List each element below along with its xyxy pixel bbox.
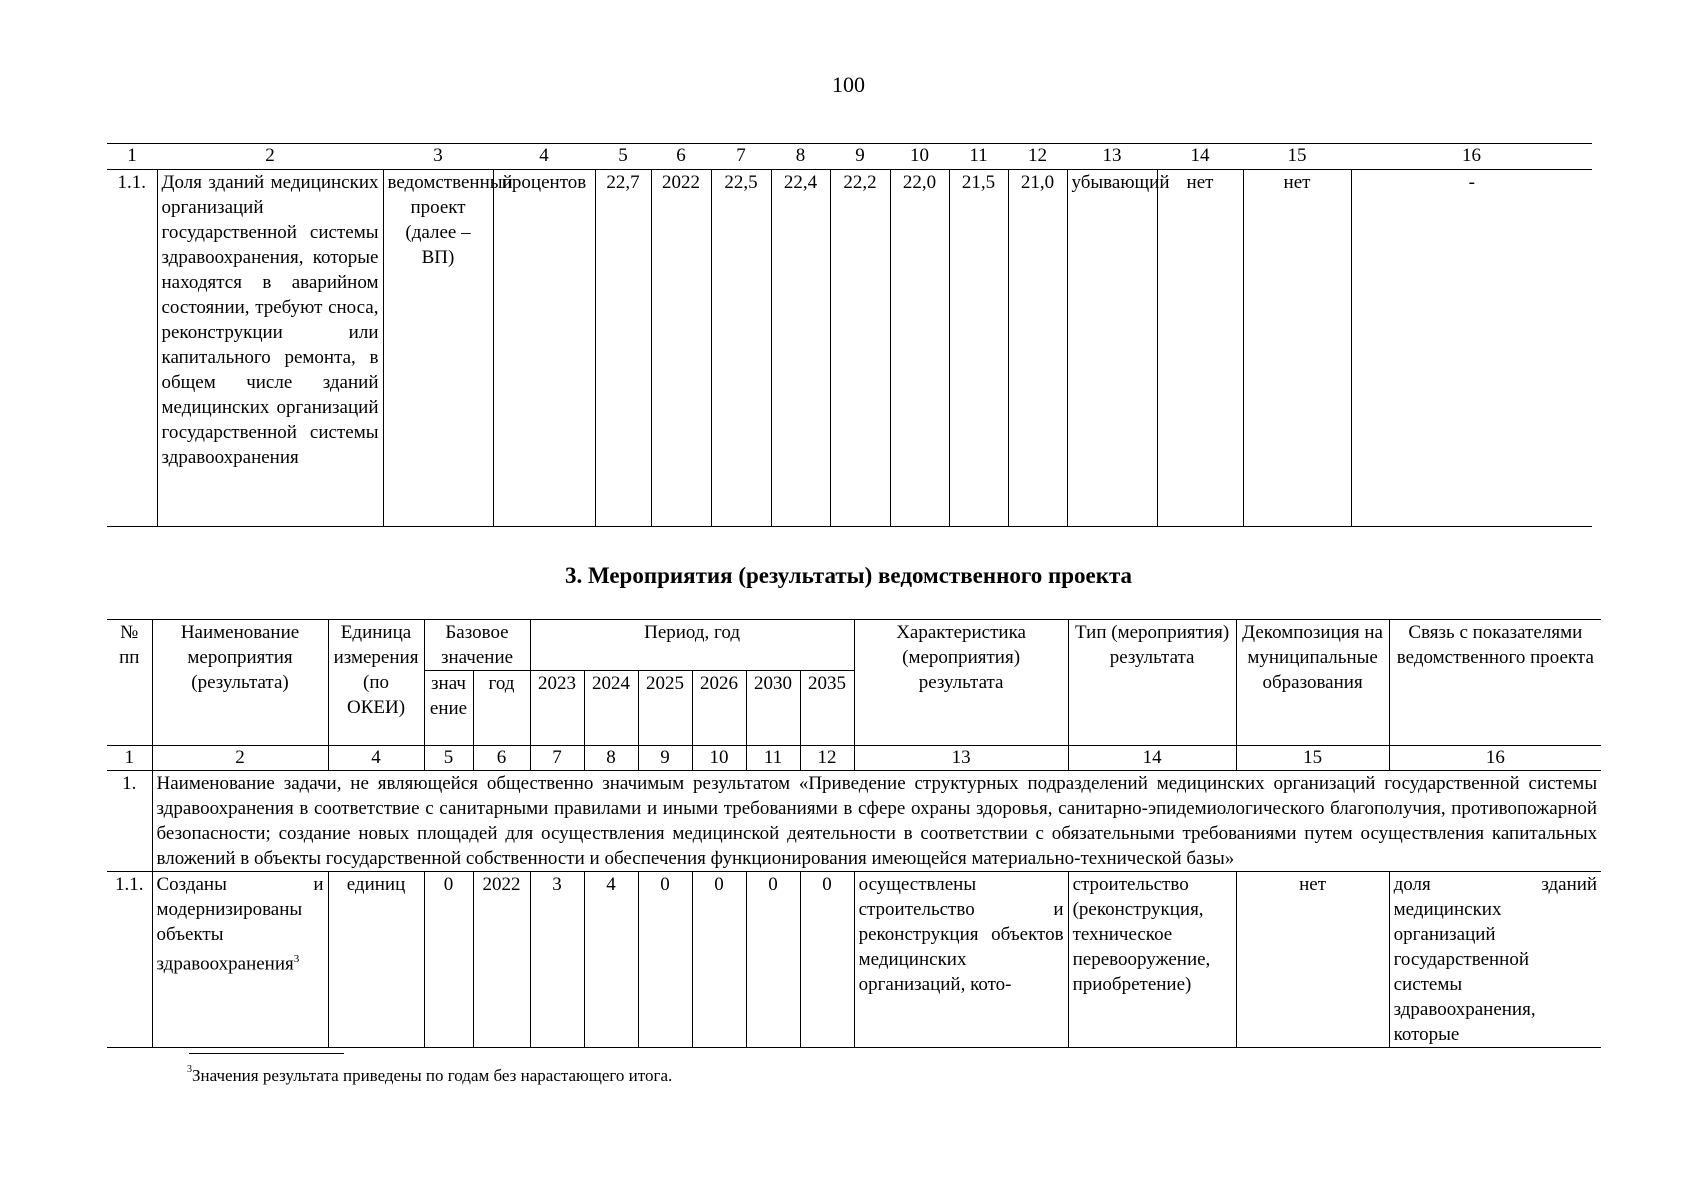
col-number: 2 xyxy=(157,144,383,170)
head-name: Наименование мероприятия (результата) xyxy=(152,620,328,746)
indicator-unit: процентов xyxy=(493,170,595,527)
footnote xyxy=(187,1066,672,1086)
col-number: 10 xyxy=(692,746,746,771)
col-number: 9 xyxy=(638,746,692,771)
col-number: 16 xyxy=(1389,746,1601,771)
value-2026: 22,0 xyxy=(890,170,949,527)
value-2025: 22,2 xyxy=(830,170,890,527)
result-value-2024: 4 xyxy=(584,872,638,1048)
col-number: 8 xyxy=(771,144,830,170)
head-base-value: значение xyxy=(424,671,473,746)
col-number: 1 xyxy=(107,144,157,170)
result-name xyxy=(152,872,328,1048)
col-number: 12 xyxy=(1008,144,1067,170)
col-number: 14 xyxy=(1068,746,1236,771)
head-year: 2025 xyxy=(638,671,692,746)
head-type: Тип (мероприятия) результата xyxy=(1068,620,1236,746)
result-value-2025: 0 xyxy=(638,872,692,1048)
table-row xyxy=(107,170,1592,527)
head-year: 2023 xyxy=(530,671,584,746)
table-row xyxy=(107,872,1601,1048)
col-number: 1 xyxy=(107,746,152,771)
footnote-marker[interactable]: 3 xyxy=(293,953,300,965)
head-base-year: год xyxy=(473,671,530,746)
row-number xyxy=(107,872,152,1048)
head-number: № пп xyxy=(107,620,152,746)
col-number: 3 xyxy=(383,144,493,170)
head-year: 2030 xyxy=(746,671,800,746)
cell-15: нет xyxy=(1243,170,1351,527)
col-number: 15 xyxy=(1243,144,1351,170)
head-period: Период, год xyxy=(530,620,854,671)
col-number: 9 xyxy=(830,144,890,170)
col-number: 11 xyxy=(746,746,800,771)
result-value-2023: 3 xyxy=(530,872,584,1048)
head-unit: Единица измерения (по ОКЕИ) xyxy=(328,620,424,746)
head-characteristic: Характеристика (мероприятия) результата xyxy=(854,620,1068,746)
page-number: 100 xyxy=(832,72,865,97)
indicator-name: Доля зданий медицинских организаций государственной системы здравоохранения, которые находятся в аварийном состоянии, требуют сноса, реконструкции или капитального ремонта, в общем числе зданий медицинских организаций государственной системы здравоохранения xyxy=(157,170,383,527)
indicator-level: ведомственный проект (далее – ВП) xyxy=(383,170,493,527)
col-number: 4 xyxy=(493,144,595,170)
value-2023: 22,5 xyxy=(711,170,771,527)
col-number: 7 xyxy=(530,746,584,771)
value-2035: 21,0 xyxy=(1008,170,1067,527)
head-base: Базовое значение xyxy=(424,620,530,671)
result-value-2035: 0 xyxy=(800,872,854,1048)
table1-header-row xyxy=(107,144,1592,170)
col-number: 7 xyxy=(711,144,771,170)
col-number: 5 xyxy=(424,746,473,771)
result-characteristic: осуществлены строительство и реконструкция объектов медицинских организаций, кото- xyxy=(854,872,1068,1048)
col-number: 12 xyxy=(800,746,854,771)
col-number: 10 xyxy=(890,144,949,170)
table2-number-row xyxy=(107,746,1601,771)
head-link: Связь с показателями ведомственного проекта xyxy=(1389,620,1601,746)
col-number: 4 xyxy=(328,746,424,771)
result-unit: единиц xyxy=(328,872,424,1048)
row-number: 1.1. xyxy=(107,170,157,527)
result-name-text: Созданы и модернизированы объекты здравоохранения xyxy=(156,874,324,975)
value-2024: 22,4 xyxy=(771,170,830,527)
result-base-value: 0 xyxy=(424,872,473,1048)
cell-16: - xyxy=(1351,170,1592,527)
trend: убывающий xyxy=(1067,170,1157,527)
col-number: 15 xyxy=(1236,746,1389,771)
table2-header-row xyxy=(107,620,1601,671)
head-year: 2035 xyxy=(800,671,854,746)
col-number: 2 xyxy=(152,746,328,771)
head-year: 2026 xyxy=(692,671,746,746)
col-number: 13 xyxy=(1067,144,1157,170)
col-number: 11 xyxy=(949,144,1008,170)
col-number: 5 xyxy=(595,144,651,170)
task-text: Наименование задачи, не являющейся общественно значимым результатом «Приведение структурных подразделений медицинских организаций государственной системы здравоохранения в соответствие с санитарными правилами и иными требованиями в сфере охраны здоровья, санитарно-эпидемиологического благополучия, противопожарной безопасности; создание новых площадей для осуществления медицинской деятельности в соответствии с обязательными требованиями путем осуществления капитальных вложений в объекты государственной собственности и обеспечения функционирования имеющейся материально-технической базы» xyxy=(152,771,1601,872)
indicators-table xyxy=(107,143,1592,527)
task-number: 1. xyxy=(107,771,152,872)
activities-table xyxy=(107,619,1601,1048)
col-number: 14 xyxy=(1157,144,1243,170)
result-decomposition: нет xyxy=(1236,872,1389,1048)
result-value-2026: 0 xyxy=(692,872,746,1048)
task-row xyxy=(107,771,1601,872)
row-number-text: 1.1. xyxy=(115,874,144,895)
col-number: 6 xyxy=(473,746,530,771)
head-decomposition: Декомпозиция на муниципальные образования xyxy=(1236,620,1389,746)
result-base-year: 2022 xyxy=(473,872,530,1048)
footnote-mark: 3 xyxy=(187,1064,192,1075)
section-title: 3. Мероприятия (результаты) ведомственного проекта xyxy=(564,563,1133,588)
footnote-divider xyxy=(189,1053,344,1054)
col-number: 13 xyxy=(854,746,1068,771)
col-number: 6 xyxy=(651,144,711,170)
base-year: 2022 xyxy=(651,170,711,527)
col-number: 8 xyxy=(584,746,638,771)
head-year: 2024 xyxy=(584,671,638,746)
cell-14: нет xyxy=(1157,170,1243,527)
result-link: доля зданий медицинских организаций государственной системы здравоохранения, которые xyxy=(1389,872,1601,1048)
footnote-text: Значения результата приведены по годам без нарастающего итога. xyxy=(192,1066,673,1085)
base-value: 22,7 xyxy=(595,170,651,527)
result-type: строительство (реконструкция, техническое перевооружение, приобретение) xyxy=(1068,872,1236,1048)
result-value-2030: 0 xyxy=(746,872,800,1048)
value-2030: 21,5 xyxy=(949,170,1008,527)
col-number: 16 xyxy=(1351,144,1592,170)
